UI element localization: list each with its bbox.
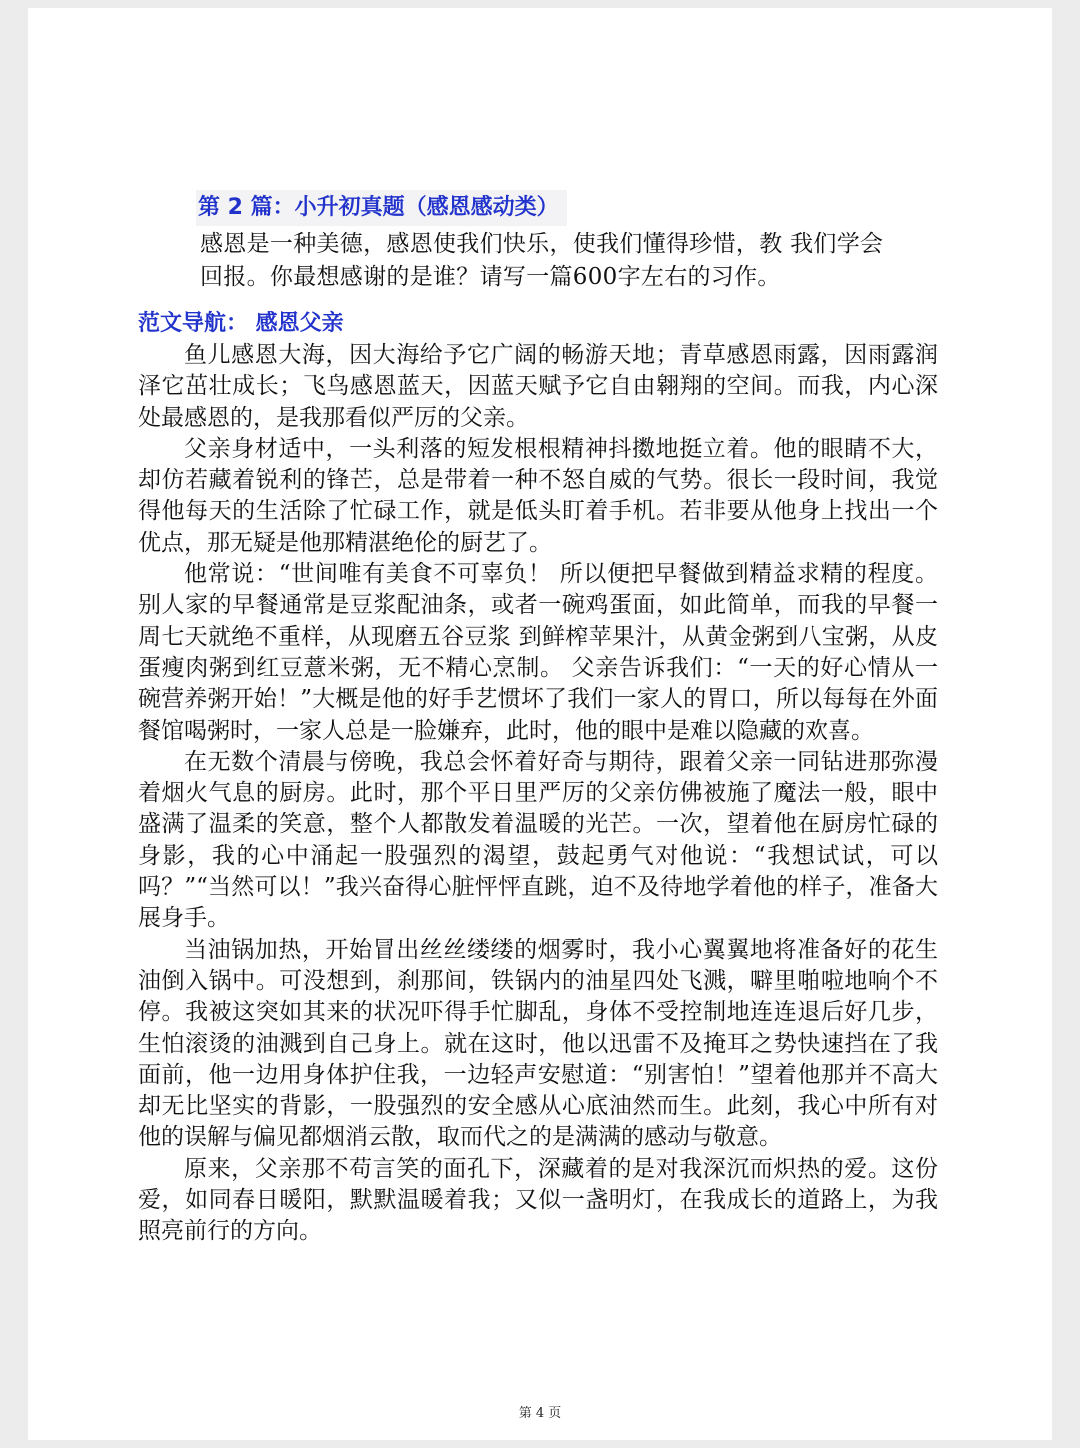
essay-paragraph-1: 鱼儿感恩大海，因大海给予它广阔的畅游天地；青草感恩雨露，因雨露润泽它茁壮成长；飞鸟感恩蓝天，因蓝天赋予它自由翱翔的空间。而我，内心深处最感恩的，是我那看似严厉的父亲。 xyxy=(138,342,938,431)
essay-paragraph-6: 原来，父亲那不苟言笑的面孔下，深藏着的是对我深沉而炽热的爱。这份爱，如同春日暖阳，默默温暖着我；又似一盏明灯，在我成长的道路上，为我照亮前行的方向。 xyxy=(138,1155,938,1245)
essay-paragraph-5: 当油锅加热，开始冒出丝丝缕缕的烟雾时，我小心翼翼地将准备好的花生油倒入锅中。可没想到，刹那间，铁锅内的油星四处飞溅，噼里啪啦地响个不停。我被这突如其来的状况吓得手忙脚乱，身体不受控制地连连退后好几步，生怕滚烫的油溅到自己身上。就在这时，他以迅雷不及掩耳之势快速挡在了我面前，他一边用身体护住我，一边轻声安慰道：“别害怕！”望着他那并不高大却无比坚实的背影，一股强烈的安全感从心底油然而生。此刻，我心中所有对他的误解与偏见都烟消云散，取而代之的是满满的感动与敬意。 xyxy=(138,936,938,1151)
essay-paragraph-3: 他常说：“世间唯有美食不可辜负！ 所以便把早餐做到精益求精的程度。别人家的早餐通常是豆浆配油条，或者一碗鸡蛋面，如此简单，而我的早餐一周七天就绝不重样，从现磨五谷豆浆 到鲜榨苹果汁，从黄金粥到八宝粥，从皮蛋瘦肉粥到红豆薏米粥，无不精心烹制。 父亲告诉我们：“一天的好心情从一碗营养粥开始！”大概是他的好手艺惯坏了我们一家人的胃口，所以每每在外面餐馆喝粥时，一家人总是一脸嫌弃，此时，他的眼中是难以隐藏的欢喜。 xyxy=(138,561,938,744)
essay-paragraph-2: 父亲身材适中，一头利落的短发根根精神抖擞地挺立着。他的眼睛不大，却仿若藏着锐利的锋芒，总是带着一种不怒自威的气势。很长一段时间，我觉得他每天的生活除了忙碌工作，就是低头盯着手机。若非要从他身上找出一个优点，那无疑是他那精湛绝伦的厨艺了。 xyxy=(138,435,938,556)
document-page xyxy=(28,8,1052,1440)
page-number: 第 4 页 xyxy=(518,1406,562,1421)
essay-paragraph-4: 在无数个清晨与傍晚，我总会怀着好奇与期待，跟着父亲一同钻进那弥漫着烟火气息的厨房。此时，那个平日里严厉的父亲仿佛被施了魔法一般，眼中盛满了温柔的笑意，整个人都散发着温暖的光芒。一次，望着他在厨房忙碌的身影，我的心中涌起一股强烈的渴望，鼓起勇气对他说：“我想试试，可以吗？”“当然可以！”我兴奋得心脏怦怦直跳，迫不及待地学着他的样子，准备大展身手。 xyxy=(138,748,938,932)
question-title: 第 2 篇：小升初真题（感恩感动类） xyxy=(196,190,567,226)
question-prompt: 感恩是一种美德，感恩使我们快乐，使我们懂得珍惜，教 我们学会回报。你最想感谢的是谁？请写一篇600字左右的习作。 xyxy=(200,231,884,290)
model-essay-heading: 范文导航： 感恩父亲 xyxy=(138,311,344,336)
essay-body xyxy=(138,340,938,1248)
page-content xyxy=(138,190,938,1248)
